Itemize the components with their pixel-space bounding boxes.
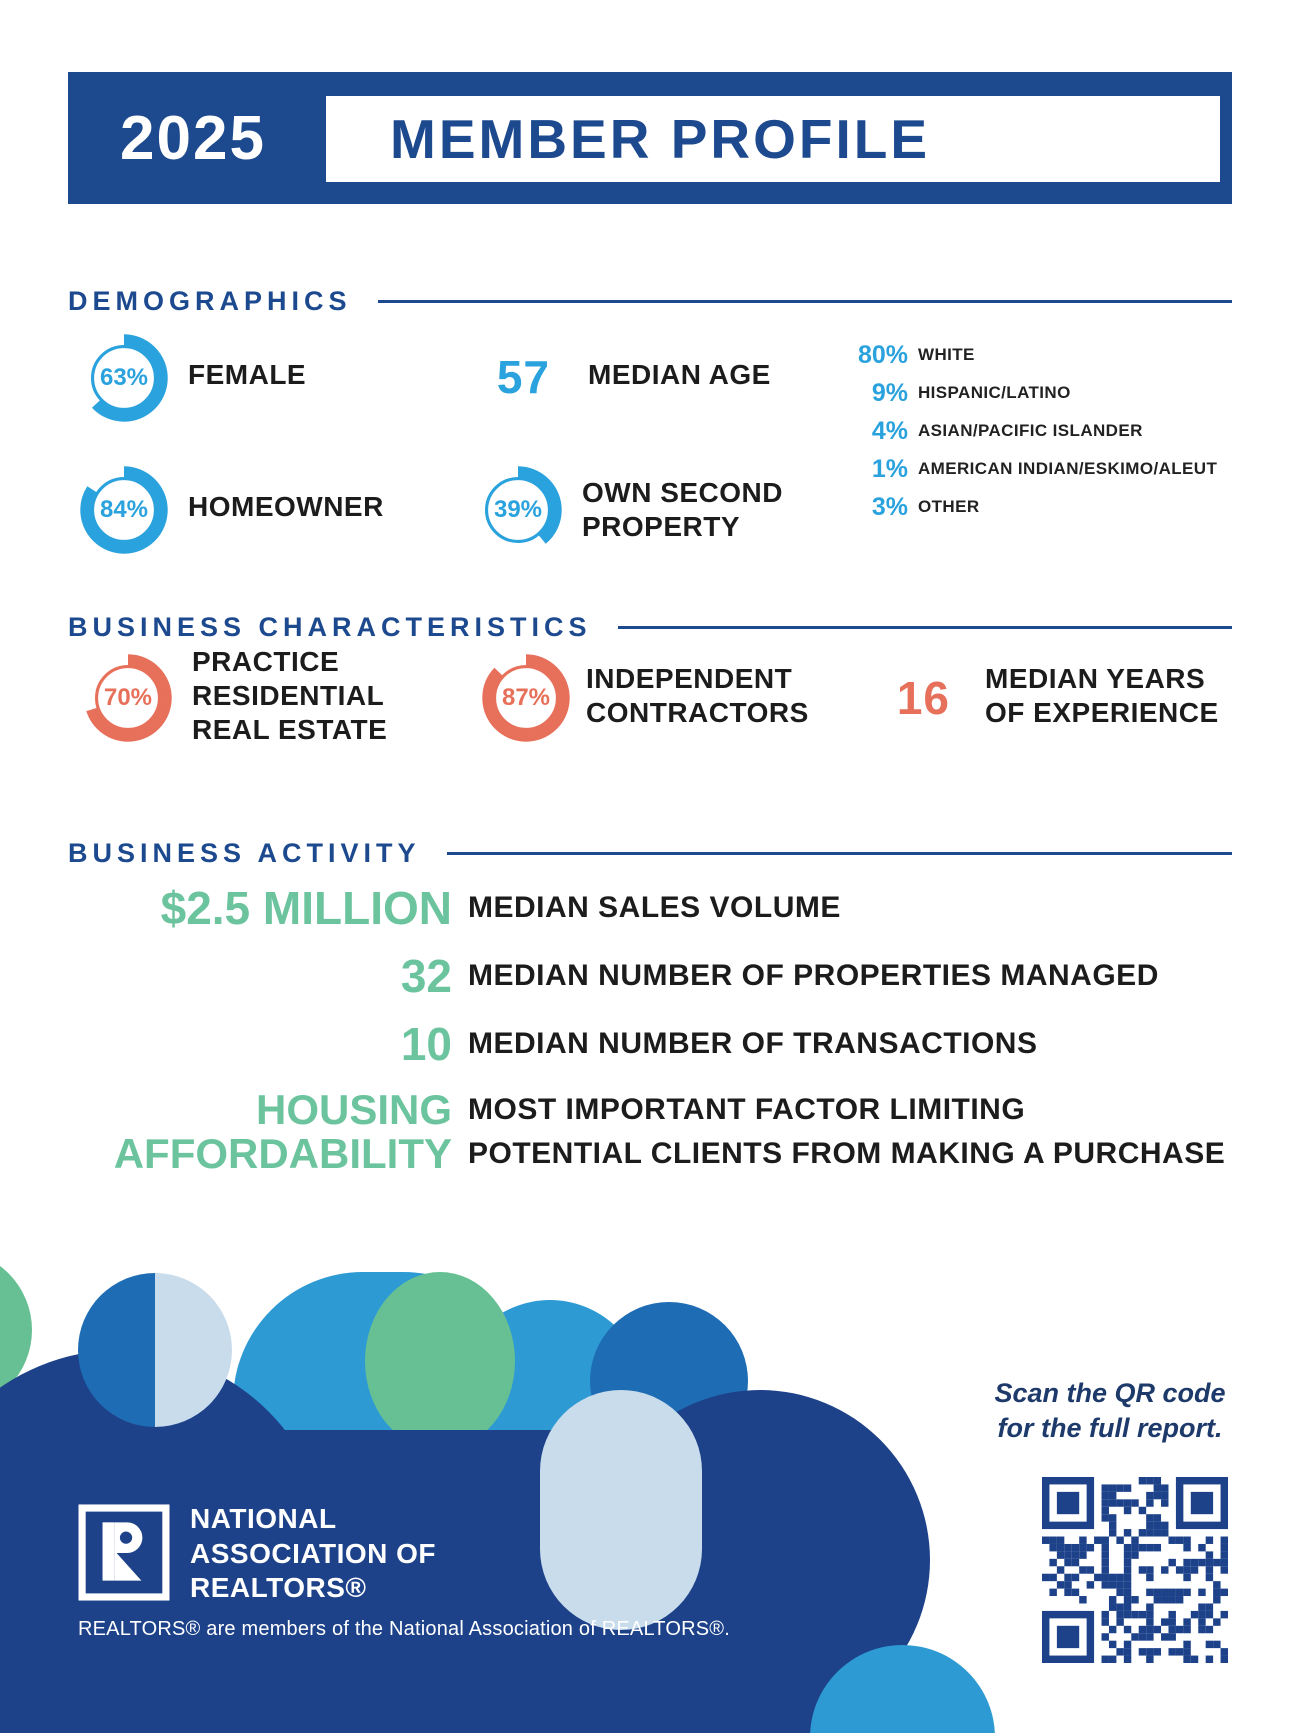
donut-chart-female [76, 330, 172, 426]
section-title: DEMOGRAPHICS [68, 286, 352, 316]
stat-label-second-property: OWN SECOND PROPERTY [582, 477, 783, 543]
nar-logo [78, 1503, 170, 1602]
section-title: BUSINESS CHARACTERISTICS [68, 612, 592, 642]
stat-value: 63% [99, 364, 149, 391]
realtor-r-icon [78, 1503, 170, 1602]
race-label: HISPANIC/LATINO [918, 383, 1071, 402]
list-item [820, 412, 1217, 450]
race-pct: 80% [857, 340, 908, 369]
section-header-business-activity [68, 838, 1232, 869]
stat-value: 87% [501, 684, 551, 711]
stat-value: 39% [493, 496, 543, 523]
race-label: ASIAN/PACIFIC ISLANDER [918, 421, 1143, 440]
section-divider [618, 626, 1232, 629]
list-item [820, 336, 1217, 374]
race-ethnicity-list [820, 336, 1217, 526]
section-title: BUSINESS ACTIVITY [68, 838, 421, 868]
race-pct: 3% [871, 492, 908, 521]
activity-label: MEDIAN NUMBER OF PROPERTIES MANAGED [468, 959, 1159, 992]
donut-chart-second-property [470, 462, 566, 558]
donut-chart-contractors [478, 650, 574, 746]
stat-label-homeowner: HOMEOWNER [188, 491, 384, 522]
stat-label-female: FEMALE [188, 359, 307, 390]
activity-value: 32 [400, 950, 452, 1002]
donut-chart-residential [80, 650, 176, 746]
qr-caption: Scan the QR code for the full report. [994, 1378, 1226, 1444]
race-label: WHITE [918, 345, 975, 364]
activity-label: MEDIAN SALES VOLUME [468, 891, 841, 924]
page-title: MEMBER PROFILE [390, 108, 931, 170]
section-divider [378, 300, 1232, 303]
race-pct: 4% [871, 416, 908, 445]
stat-label-median-age: MEDIAN AGE [588, 359, 771, 390]
activity-label-housing: MOST IMPORTANT FACTOR LIMITING POTENTIAL CLIENTS FROM MAKING A PURCHASE [468, 1093, 1226, 1170]
list-item [820, 488, 1217, 526]
footer-disclaimer: REALTORS® are members of the National Association of REALTORS®. [78, 1618, 730, 1640]
stat-value-experience: 16 [896, 672, 950, 724]
activity-value: $2.5 MILLION [160, 882, 452, 934]
section-header-business-characteristics [68, 612, 1232, 643]
stat-value: 84% [99, 496, 149, 523]
race-label: AMERICAN INDIAN/ESKIMO/ALEUT [918, 459, 1218, 478]
decor-pale-capsule [540, 1390, 702, 1630]
activity-value: 10 [400, 1018, 452, 1070]
decor-split-circle [78, 1273, 232, 1427]
header-title-box [318, 88, 1228, 190]
org-name: NATIONAL ASSOCIATION OF REALTORS® [190, 1503, 437, 1604]
activity-label: MEDIAN NUMBER OF TRANSACTIONS [468, 1027, 1038, 1060]
section-header-demographics [68, 286, 1232, 317]
stat-label-experience: MEDIAN YEARS OF EXPERIENCE [985, 663, 1219, 729]
donut-chart-homeowner [76, 462, 172, 558]
section-divider [447, 852, 1232, 855]
decor-green-ellipse [365, 1272, 515, 1450]
stat-label-residential: PRACTICE RESIDENTIAL REAL ESTATE [192, 646, 388, 746]
race-label: OTHER [918, 497, 980, 516]
header-year: 2025 [120, 103, 266, 173]
list-item [820, 450, 1217, 488]
list-item [820, 374, 1217, 412]
qr-code [1042, 1477, 1228, 1663]
stat-value-median-age: 57 [496, 351, 550, 403]
activity-value-housing: HOUSING AFFORDABILITY [113, 1086, 452, 1177]
stat-label-contractors: INDEPENDENT CONTRACTORS [586, 663, 809, 729]
stat-value: 70% [103, 684, 153, 711]
race-pct: 9% [871, 378, 908, 407]
race-pct: 1% [871, 454, 908, 483]
